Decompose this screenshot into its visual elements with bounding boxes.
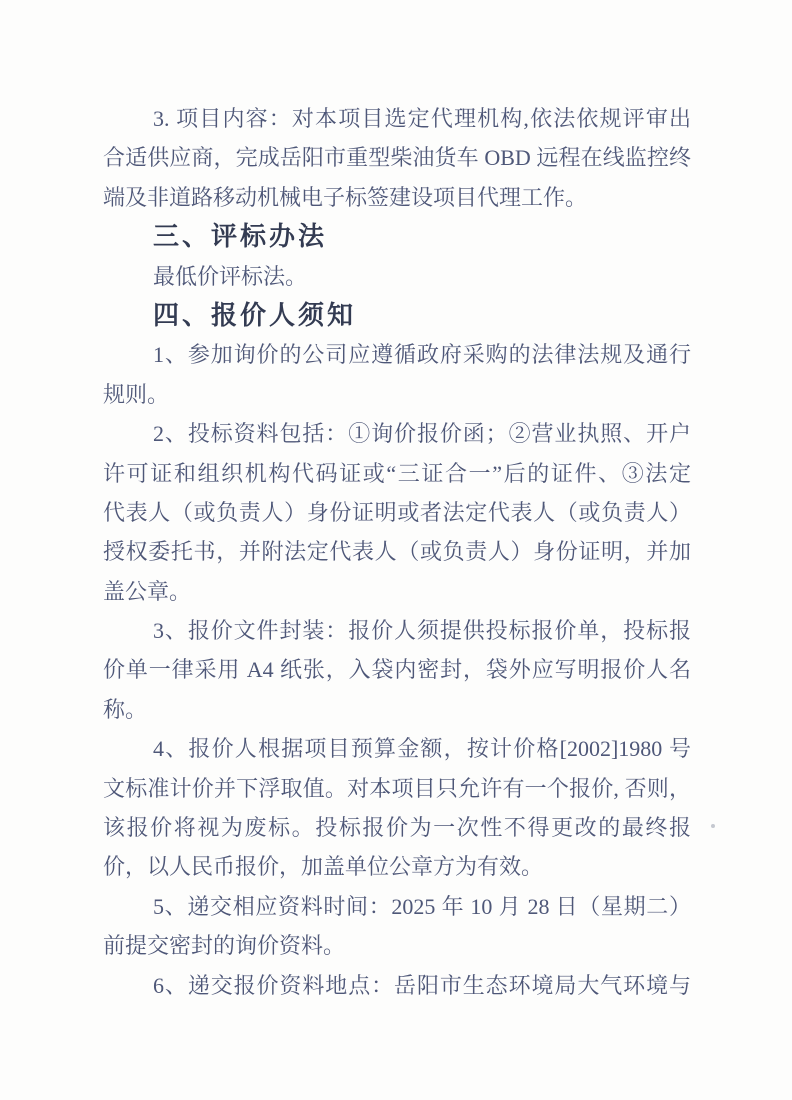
text-line: 最低价评标法。 bbox=[153, 263, 308, 289]
text-line: 代表人（或负责人）身份证明或者法定代表人（或负责人） bbox=[103, 499, 691, 525]
text-line: 规则。 bbox=[103, 381, 170, 407]
text-line: 该报价将视为废标。投标报价为一次性不得更改的最终报 bbox=[103, 815, 691, 841]
text-line: 价单一律采用 A4 纸张，入袋内密封，袋外应写明报价人名 bbox=[103, 657, 691, 683]
text-line: 端及非道路移动机械电子标签建设项目代理工作。 bbox=[103, 184, 588, 210]
text-line: 文标准计价并下浮取值。对本项目只允许有一个报价, 否则， bbox=[103, 775, 691, 801]
document-text-block bbox=[103, 99, 691, 1005]
text-line: 授权委托书，并附法定代表人（或负责人）身份证明，并加 bbox=[103, 539, 691, 565]
text-line: 6、递交报价资料地点：岳阳市生态环境局大气环境与 bbox=[153, 972, 691, 998]
text-line: 1、参加询价的公司应遵循政府采购的法律法规及通行 bbox=[153, 342, 691, 368]
text-line: 5、递交相应资料时间：2025 年 10 月 28 日（星期二） bbox=[153, 893, 691, 919]
heading-line: 三、评标办法 bbox=[153, 221, 328, 252]
text-line: 称。 bbox=[103, 696, 148, 722]
text-line: 前提交密封的询价资料。 bbox=[103, 933, 346, 959]
text-line: 盖公章。 bbox=[103, 578, 192, 604]
text-line: 价，以人民币报价，加盖单位公章方为有效。 bbox=[103, 854, 544, 880]
scan-speck bbox=[711, 824, 715, 828]
text-line: 3. 项目内容：对本项目选定代理机构,依法依规评审出 bbox=[153, 106, 691, 131]
text-line: 2、投标资料包括：①询价报价函；②营业执照、开户 bbox=[153, 421, 691, 447]
text-line: 许可证和组织机构代码证或“三证合一”后的证件、③法定 bbox=[103, 460, 691, 486]
text-line: 合适供应商，完成岳阳市重型柴油货车 OBD 远程在线监控终 bbox=[103, 145, 691, 171]
text-line: 3、报价文件封装：报价人须提供投标报价单，投标报 bbox=[153, 618, 691, 644]
text-line: 4、报价人根据项目预算金额，按计价格[2002]1980 号 bbox=[153, 736, 691, 762]
heading-line: 四、报价人须知 bbox=[153, 299, 357, 330]
